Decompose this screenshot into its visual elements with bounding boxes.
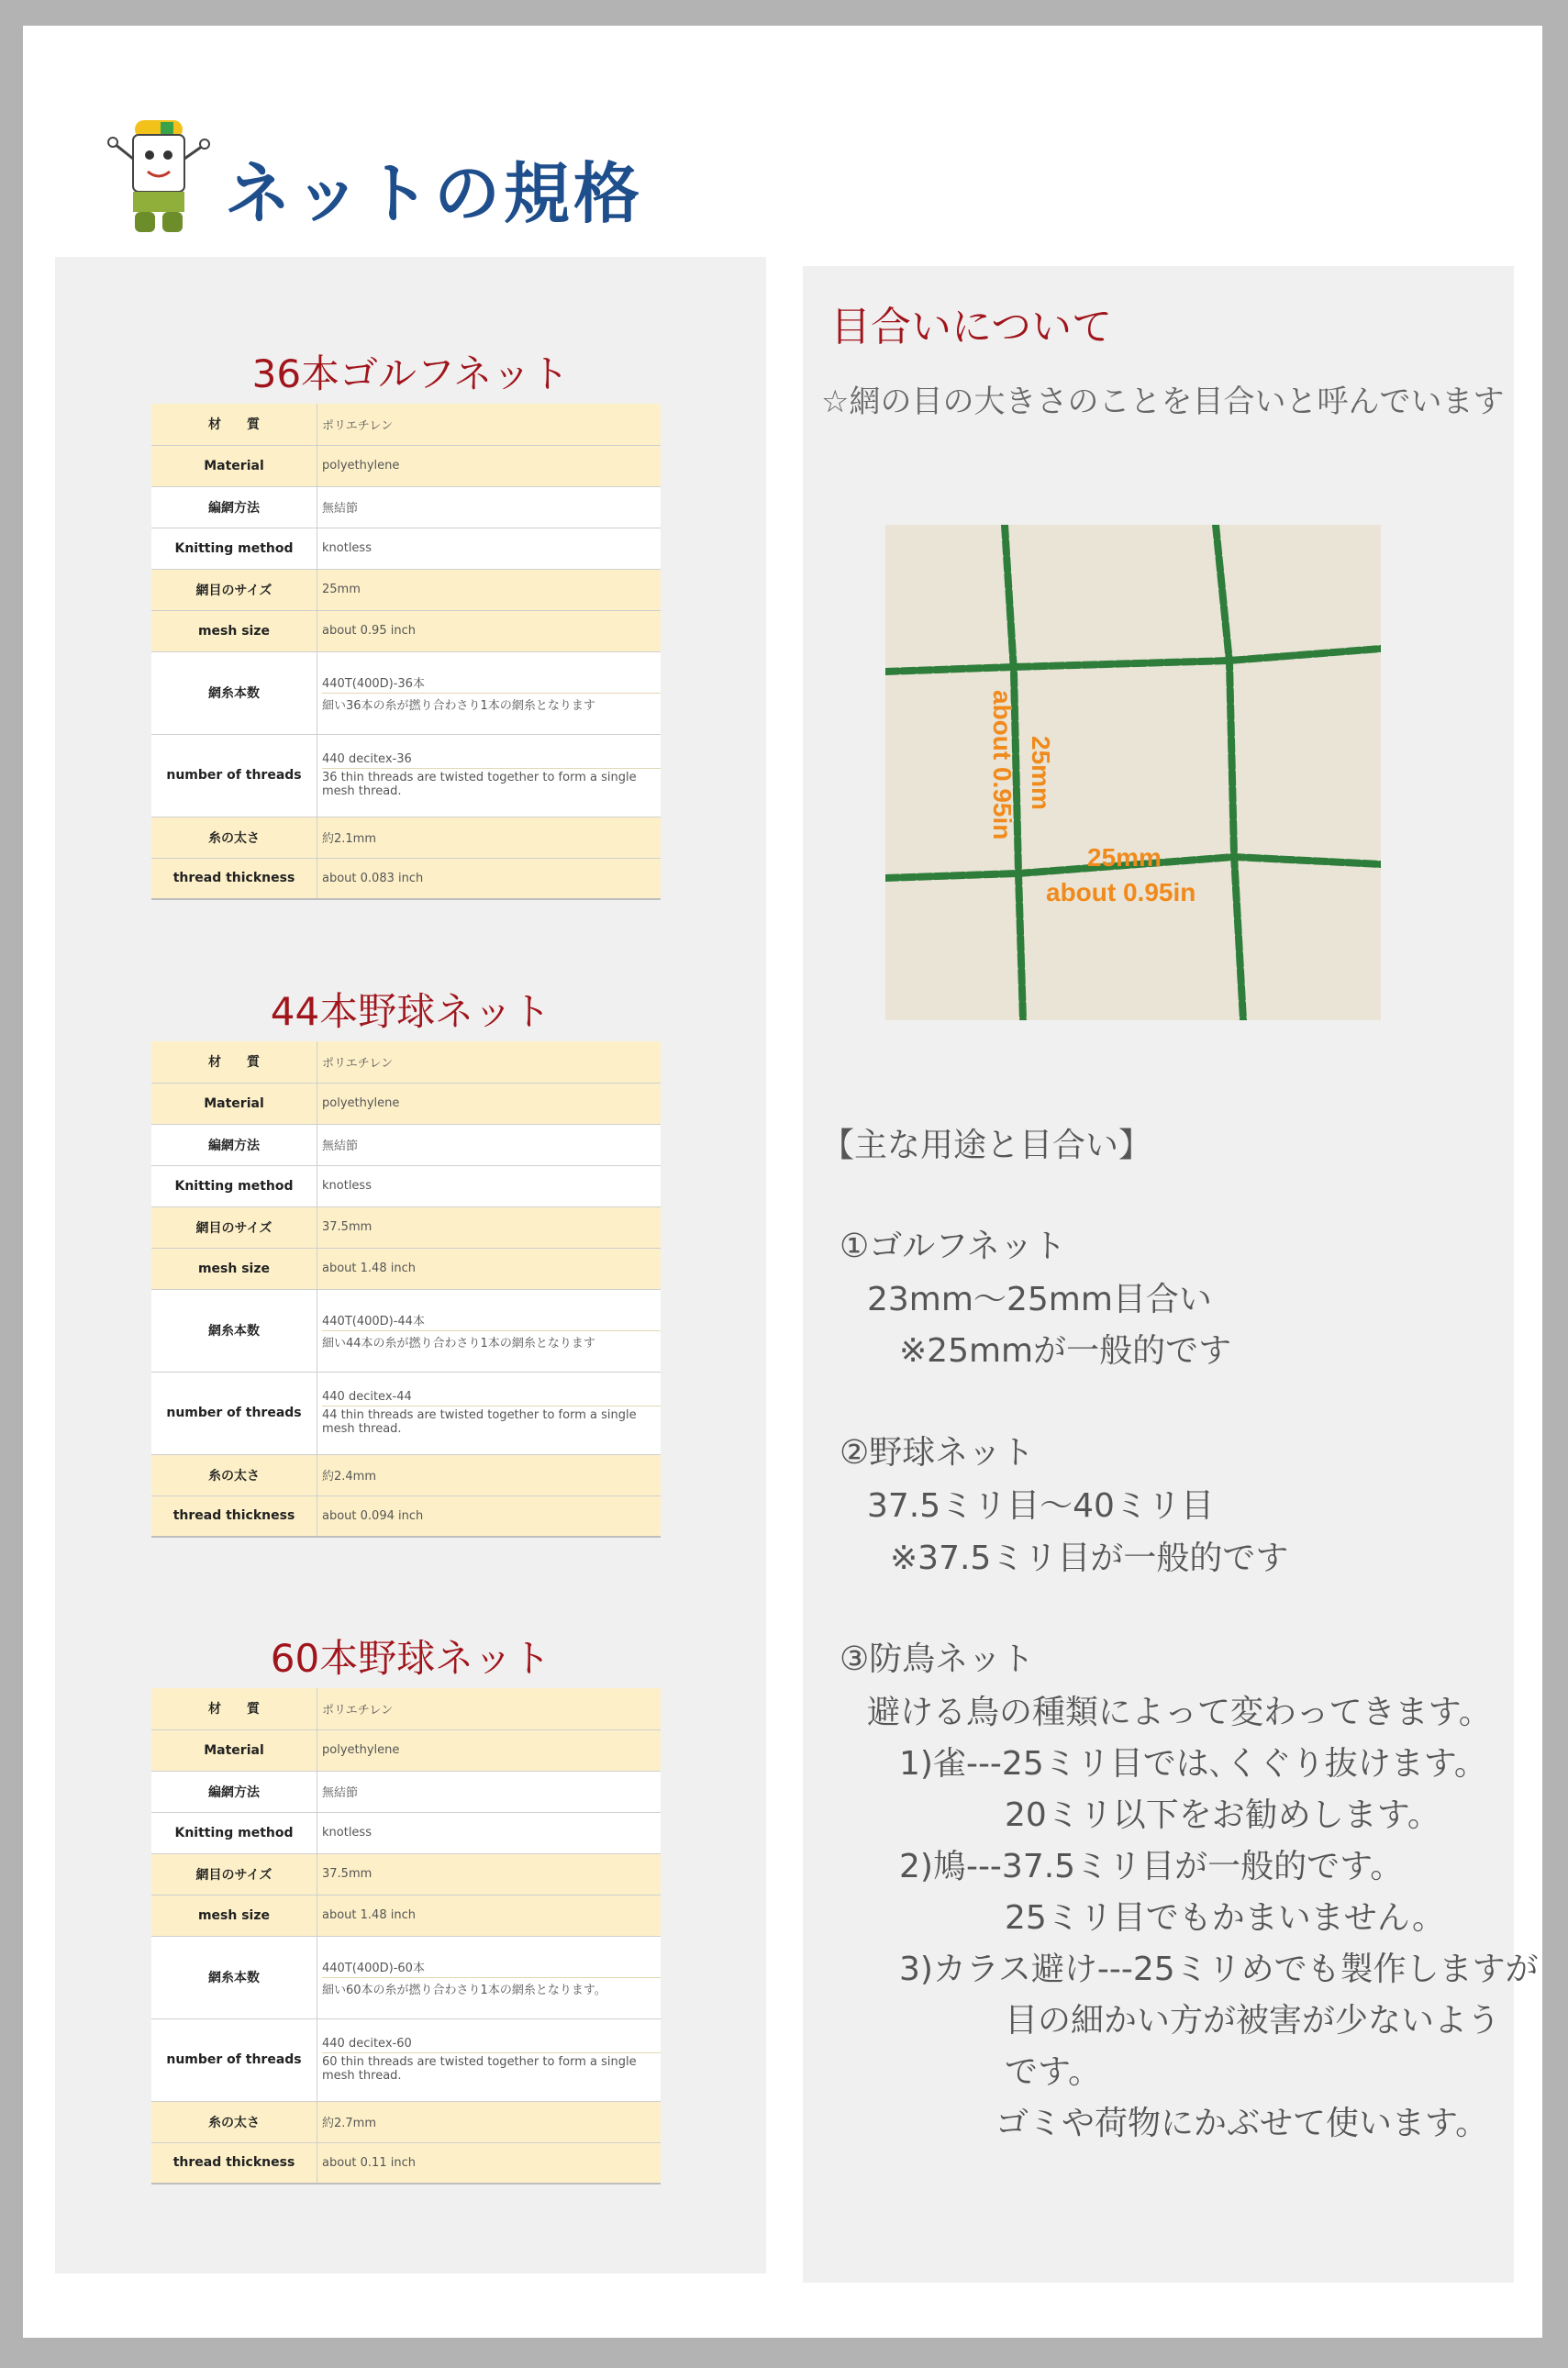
spec-value-detail: 44 thin threads are twisted together to form a single mesh thread. — [322, 1406, 661, 1438]
spec-value: ポリエチレン — [317, 1041, 662, 1083]
spec-label: thread thickness — [151, 2142, 317, 2184]
spec-label: Knitting method — [151, 1812, 317, 1853]
spec-value: about 0.95 inch — [317, 610, 662, 651]
spec-value: about 0.083 inch — [317, 858, 662, 899]
spec-label: 網目のサイズ — [151, 569, 317, 610]
spec-value: polyethylene — [317, 1083, 662, 1124]
spec-value: about 0.11 inch — [317, 2142, 662, 2184]
page-title: ネットの規格 — [225, 155, 644, 232]
spec-label: 糸の太さ — [151, 1454, 317, 1495]
horizontal-inch-label: about 0.95in — [1046, 878, 1196, 906]
spec-label: thread thickness — [151, 858, 317, 899]
spec-label: number of threads — [151, 2018, 317, 2101]
spec-label: 材 質 — [151, 1688, 317, 1729]
spec-value: knotless — [317, 528, 662, 569]
spec-table-baseball-60 — [151, 1688, 661, 2185]
spec-value-detail: 細い60本の糸が撚り合わさり1本の網糸となります。 — [322, 1977, 661, 1999]
header — [106, 104, 840, 241]
use-line: ※37.5ミリ目が一般的です — [890, 1540, 1289, 1577]
spec-title-baseball-44: 44本野球ネット — [270, 989, 551, 1034]
spec-label: Material — [151, 445, 317, 486]
spec-value: 約2.4mm — [317, 1454, 662, 1495]
spec-label: mesh size — [151, 1248, 317, 1289]
horizontal-size-label: 25mm — [1087, 843, 1162, 872]
spec-value: polyethylene — [317, 1729, 662, 1771]
vertical-size-label: 25mm — [1027, 736, 1055, 810]
spec-value: 25mm — [317, 569, 662, 610]
use-line: 目の細かい方が被害が少ないよう — [1005, 2002, 1501, 2040]
spec-value: 440T(400D)-44本 — [322, 1314, 425, 1329]
mesh-info-heading: 目合いについて — [830, 304, 1113, 350]
spec-label: Material — [151, 1729, 317, 1771]
use-line: ゴミや荷物にかぶせて使います。 — [995, 2105, 1489, 2142]
spec-value: 無結節 — [317, 1771, 662, 1812]
spec-value: ポリエチレン — [317, 1688, 662, 1729]
vertical-inch-label: about 0.95in — [988, 690, 1017, 840]
spec-label: 編網方法 — [151, 1771, 317, 1812]
spec-label: 糸の太さ — [151, 2101, 317, 2142]
spec-table-baseball-44 — [151, 1041, 661, 1538]
spec-value: about 1.48 inch — [317, 1248, 662, 1289]
use-line: 20ミリ以下をお勧めします。 — [1005, 1796, 1440, 1834]
spec-value: 37.5mm — [317, 1853, 662, 1895]
use-line: 1)雀---25ミリ目では､くぐり抜けます。 — [899, 1745, 1487, 1783]
spec-title-golf: 36本ゴルフネット — [251, 351, 570, 396]
spec-value: polyethylene — [317, 445, 662, 486]
spec-label: 糸の太さ — [151, 817, 317, 858]
use-line: ※25mmが一般的です — [899, 1332, 1232, 1370]
spec-value: knotless — [317, 1812, 662, 1853]
spec-value: about 1.48 inch — [317, 1895, 662, 1936]
spec-label: 編網方法 — [151, 1124, 317, 1165]
spec-value: 約2.1mm — [317, 817, 662, 858]
spec-label: 材 質 — [151, 1041, 317, 1083]
use-line: です。 — [1005, 2053, 1102, 2091]
spec-value-detail: 36 thin threads are twisted together to form a single mesh thread. — [322, 768, 661, 800]
use-line: ①ゴルフネット — [840, 1228, 1066, 1265]
spec-value: 無結節 — [317, 486, 662, 528]
spec-table-golf — [151, 404, 661, 900]
spec-label: mesh size — [151, 1895, 317, 1936]
page-frame — [23, 26, 1542, 2338]
spec-value: about 0.094 inch — [317, 1495, 662, 1537]
spec-value-detail: 細い36本の糸が撚り合わさり1本の網糸となります — [322, 693, 661, 715]
spec-label: number of threads — [151, 734, 317, 817]
use-line: 23mm～25mm目合い — [867, 1281, 1212, 1318]
use-line: 避ける鳥の種類によって変わってきます。 — [867, 1694, 1492, 1731]
spec-value: knotless — [317, 1165, 662, 1206]
spec-value-detail: 60 thin threads are twisted together to form a single mesh thread. — [322, 2052, 661, 2085]
spec-value: 37.5mm — [317, 1206, 662, 1248]
spec-label: number of threads — [151, 1372, 317, 1454]
spec-label: 網糸本数 — [151, 1936, 317, 2018]
mesh-info-panel — [803, 266, 1539, 2283]
spec-value: 無結節 — [317, 1124, 662, 1165]
spec-value: ポリエチレン — [317, 404, 662, 445]
spec-value: 440T(400D)-60本 — [322, 1961, 425, 1975]
spec-label: Knitting method — [151, 1165, 317, 1206]
spec-label: 編網方法 — [151, 486, 317, 528]
spec-title-baseball-60: 60本野球ネット — [270, 1636, 551, 1681]
use-line: 3)カラス避け---25ミリめでも製作しますが — [899, 1951, 1539, 1988]
net-mesh-photo — [885, 525, 1381, 1020]
spec-panel — [55, 257, 766, 2274]
spec-label: Knitting method — [151, 528, 317, 569]
use-line: ③防鳥ネット — [840, 1640, 1035, 1678]
spec-label: 網糸本数 — [151, 651, 317, 734]
use-line: 25ミリ目でもかまいません。 — [1005, 1899, 1445, 1937]
spec-value: 約2.7mm — [317, 2101, 662, 2142]
spec-label: 網目のサイズ — [151, 1206, 317, 1248]
spec-value: 440T(400D)-36本 — [322, 676, 425, 691]
spec-value: 440 decitex-36 — [322, 752, 412, 766]
uses-heading: 【主な用途と目合い】 — [821, 1127, 1152, 1164]
spec-value: 440 decitex-60 — [322, 2037, 412, 2051]
spec-label: thread thickness — [151, 1495, 317, 1537]
spec-label: 網糸本数 — [151, 1289, 317, 1372]
use-line: ②野球ネット — [840, 1434, 1035, 1472]
spec-label: 網目のサイズ — [151, 1853, 317, 1895]
mesh-info-intro: ☆網の目の大きさのことを目合いと呼んでいます — [821, 384, 1505, 420]
spec-value: 440 decitex-44 — [322, 1390, 412, 1404]
use-line: 37.5ミリ目～40ミリ目 — [867, 1487, 1214, 1525]
spec-label: Material — [151, 1083, 317, 1124]
spec-value-detail: 細い44本の糸が撚り合わさり1本の網糸となります — [322, 1330, 661, 1352]
spec-label: 材 質 — [151, 404, 317, 445]
use-line: 2)鳩---37.5ミリ目が一般的です。 — [899, 1848, 1404, 1885]
mascot-logo — [106, 104, 216, 237]
spec-label: mesh size — [151, 610, 317, 651]
